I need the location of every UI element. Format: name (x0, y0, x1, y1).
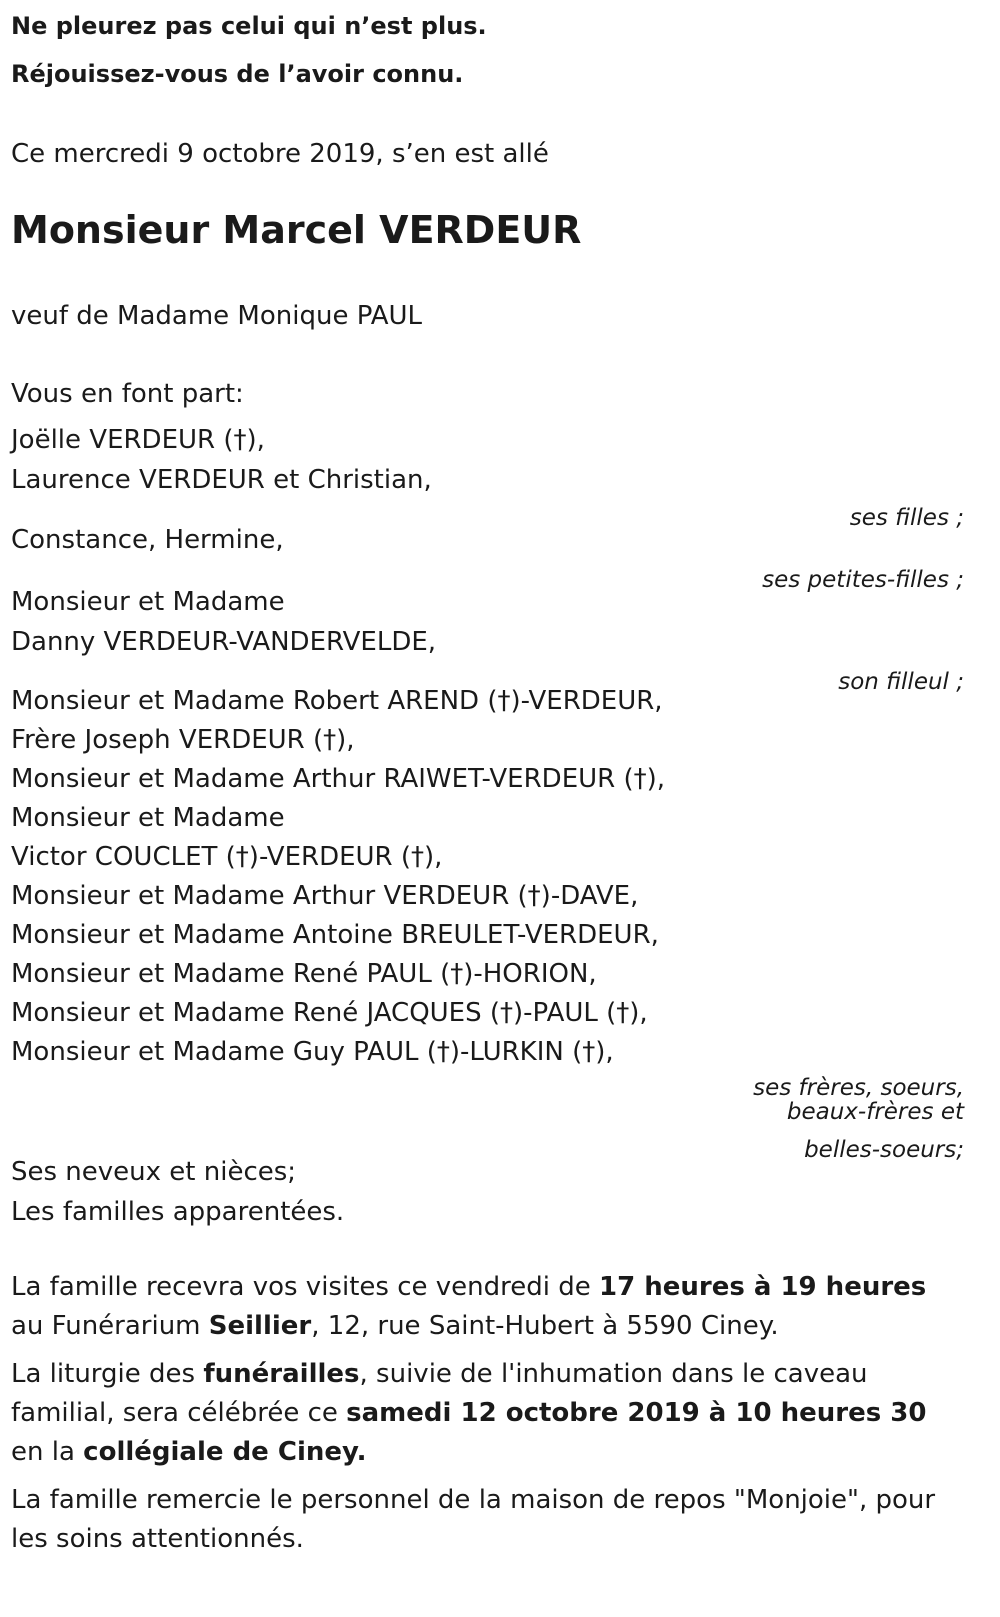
relation-line: ses frères, soeurs, (753, 1075, 964, 1101)
funeral-paragraph (11, 1355, 960, 1472)
other-relatives (11, 1152, 344, 1232)
family-name-line: Monsieur et Madame René JACQUES (†)-PAUL (†), (11, 998, 648, 1028)
relation-label (11, 1076, 964, 1162)
text-run: La famille recevra vos visites ce vendredi de (11, 1272, 599, 1302)
family-name-line: Frère Joseph VERDEUR (†), (11, 725, 355, 755)
family-name-line: Monsieur et Madame Arthur RAIWET-VERDEUR (†), (11, 764, 666, 794)
quote-line-2: Réjouissez-vous de l’avoir connu. (11, 60, 464, 88)
relation-label: son filleul ; (838, 669, 964, 695)
family-name-line: Victor COUCLET (†)-VERDEUR (†), (11, 842, 443, 872)
text-run: au Funérarium (11, 1311, 209, 1341)
family-name-line: Joëlle VERDEUR (†), (11, 425, 265, 455)
family-name-line: Monsieur et Madame (11, 803, 285, 833)
other-relatives-line: Ses neveux et nièces; (11, 1157, 297, 1187)
family-name-line: Monsieur et Madame Robert AREND (†)-VERDEUR, (11, 686, 663, 716)
deceased-name: Monsieur Marcel VERDEUR (11, 208, 582, 252)
family-name-line: Monsieur et Madame René PAUL (†)-HORION, (11, 959, 597, 989)
announcement: Ce mercredi 9 octobre 2019, s’en est allé (11, 139, 549, 169)
visits-paragraph (11, 1268, 960, 1346)
family-name-line: Constance, Hermine, (11, 525, 284, 555)
quote-line-1: Ne pleurez pas celui qui n’est plus. (11, 12, 487, 40)
family-godson (11, 582, 964, 694)
text-run: La liturgie des (11, 1359, 204, 1389)
family-name-line: Monsieur et Madame (11, 587, 285, 617)
thanks-paragraph: La famille remercie le personnel de la maison de repos "Monjoie", pour les soins attentionnés. (11, 1485, 936, 1554)
family-siblings (11, 682, 964, 1162)
family-name-line: Monsieur et Madame Arthur VERDEUR (†)-DAVE, (11, 881, 639, 911)
intro-line: Vous en font part: (11, 379, 244, 409)
siblings-names (11, 682, 964, 1072)
funeral-datetime: samedi 12 octobre 2019 à 10 heures 30 (346, 1398, 927, 1428)
visit-hours: 17 heures à 19 heures (598, 1272, 927, 1302)
granddaughters-names (11, 520, 964, 560)
relation-line: beaux-frères et (786, 1099, 964, 1125)
family-name-line: Monsieur et Madame Antoine BREULET-VERDEUR, (11, 920, 659, 950)
funeral-location: collégiale de Ciney. (83, 1437, 367, 1467)
godson-names (11, 582, 964, 662)
family-daughters (11, 420, 964, 530)
funeral-word: funérailles (203, 1359, 360, 1389)
relation-line: belles-soeurs; (804, 1137, 964, 1163)
family-name-line: Laurence VERDEUR et Christian, (11, 465, 432, 495)
text-run: , suivie de l'inhumation dans le caveau familial, sera célébrée ce (11, 1359, 868, 1428)
other-relatives-line: Les familles apparentées. (11, 1197, 345, 1227)
family-name-line: Danny VERDEUR-VANDERVELDE, (11, 627, 437, 657)
daughters-names (11, 420, 964, 500)
text-run: , 12, rue Saint-Hubert à 5590 Ciney. (311, 1311, 779, 1341)
text-run: en la (11, 1437, 84, 1467)
family-name-line: Monsieur et Madame Guy PAUL (†)-LURKIN (†), (11, 1037, 614, 1067)
funeral-home-name: Seillier (208, 1311, 312, 1341)
relation-label: ses petites-filles ; (762, 567, 964, 593)
relation-label: ses filles ; (849, 505, 964, 531)
widower-line: veuf de Madame Monique PAUL (11, 301, 423, 331)
